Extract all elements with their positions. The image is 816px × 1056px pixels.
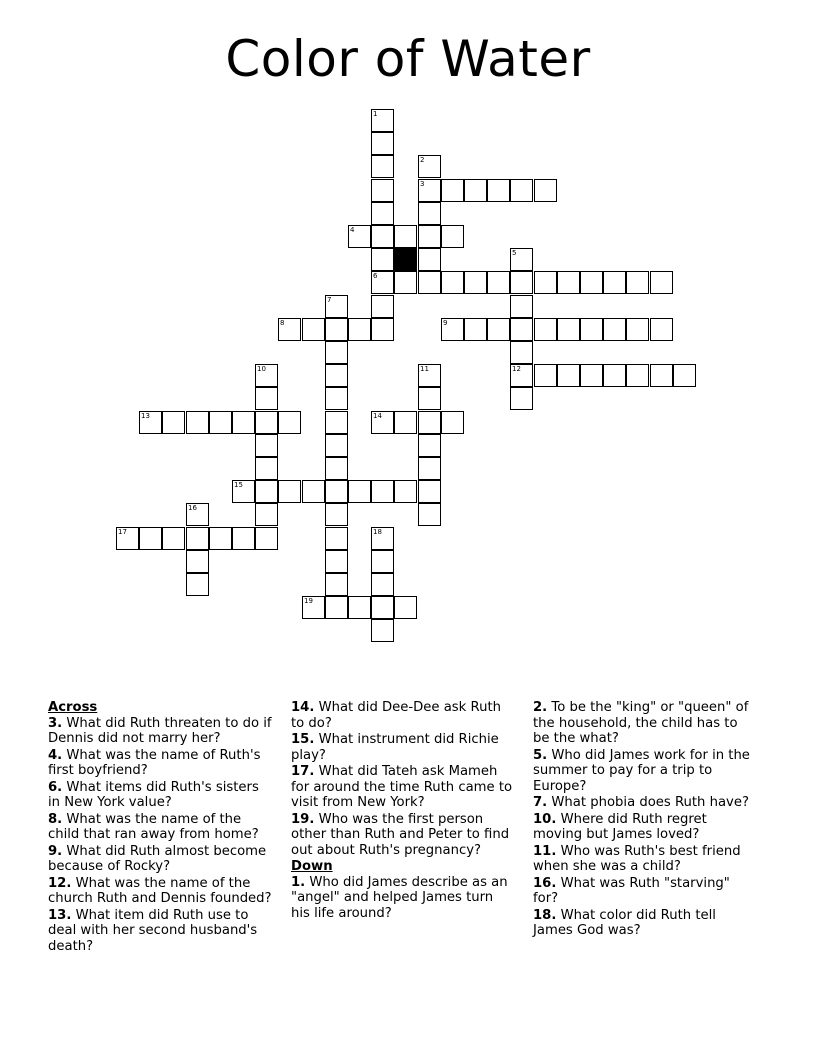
grid-cell[interactable] — [348, 318, 371, 341]
grid-cell[interactable] — [232, 527, 255, 550]
grid-cell[interactable] — [394, 271, 417, 294]
grid-cell[interactable] — [557, 364, 580, 387]
grid-cell[interactable] — [418, 155, 441, 178]
grid-cell[interactable] — [487, 271, 510, 294]
clue-across-13: 13. What item did Ruth use to deal with her second husband's death? — [48, 907, 258, 954]
grid-cell[interactable] — [162, 527, 185, 550]
grid-cell[interactable] — [325, 457, 348, 480]
grid-cell[interactable] — [348, 480, 371, 503]
cell-number: 8 — [280, 319, 285, 327]
grid-cell[interactable] — [348, 596, 371, 619]
grid-cell[interactable] — [510, 295, 533, 318]
cell-number: 9 — [443, 319, 448, 327]
grid-cell[interactable] — [418, 503, 441, 526]
grid-cell[interactable] — [348, 225, 371, 248]
grid-cell[interactable] — [557, 271, 580, 294]
grid-cell[interactable] — [510, 179, 533, 202]
grid-cell[interactable] — [394, 480, 417, 503]
grid-cell[interactable] — [371, 318, 394, 341]
grid-cell[interactable] — [441, 411, 464, 434]
clue-across-15: 15. What instrument did Richie play? — [291, 731, 499, 763]
grid-cell[interactable] — [186, 573, 209, 596]
clue-down-1: 1. Who did James describe as an "angel" and helped James turn his life around? — [291, 874, 508, 921]
grid-cell[interactable] — [510, 364, 533, 387]
grid-cell[interactable] — [325, 596, 348, 619]
grid-cell[interactable] — [650, 364, 673, 387]
grid-cell[interactable] — [534, 179, 557, 202]
grid-black-cell — [394, 248, 417, 271]
grid-cell[interactable] — [325, 364, 348, 387]
grid-cell[interactable] — [325, 411, 348, 434]
grid-cell[interactable] — [510, 248, 533, 271]
grid-cell[interactable] — [603, 271, 626, 294]
clue-across-14: 14. What did Dee-Dee ask Ruth to do? — [291, 700, 501, 731]
grid-cell[interactable] — [371, 573, 394, 596]
grid-cell[interactable] — [650, 318, 673, 341]
grid-cell[interactable] — [418, 364, 441, 387]
clue-across-19: 19. Who was the first person other than Ruth and Peter to find out about Ruth's pregnancy? — [291, 811, 510, 858]
grid-cell[interactable] — [371, 248, 394, 271]
cell-number: 13 — [141, 412, 150, 420]
grid-cell[interactable] — [325, 434, 348, 457]
cell-number: 6 — [373, 272, 378, 280]
grid-cell[interactable] — [673, 364, 696, 387]
grid-cell[interactable] — [418, 248, 441, 271]
grid-cell[interactable] — [255, 411, 278, 434]
grid-cell[interactable] — [418, 434, 441, 457]
grid-cell[interactable] — [325, 318, 348, 341]
grid-cell[interactable] — [371, 295, 394, 318]
grid-cell[interactable] — [278, 318, 301, 341]
clue-across-9: 9. What did Ruth almost become because of Rocky? — [48, 843, 267, 875]
grid-cell[interactable] — [325, 503, 348, 526]
grid-cell[interactable] — [186, 503, 209, 526]
grid-cell[interactable] — [650, 271, 673, 294]
grid-cell[interactable] — [302, 480, 325, 503]
grid-cell[interactable] — [394, 596, 417, 619]
grid-cell[interactable] — [626, 318, 649, 341]
grid-cell[interactable] — [371, 132, 394, 155]
grid-cell[interactable] — [371, 619, 394, 642]
grid-cell[interactable] — [186, 527, 209, 550]
grid-cell[interactable] — [371, 411, 394, 434]
grid-cell[interactable] — [209, 411, 232, 434]
clue-down-11: 11. Who was Ruth's best friend when she was a child? — [533, 843, 741, 875]
grid-cell[interactable] — [464, 179, 487, 202]
grid-cell[interactable] — [371, 480, 394, 503]
grid-cell[interactable] — [116, 527, 139, 550]
grid-cell[interactable] — [325, 573, 348, 596]
cell-number: 19 — [304, 597, 313, 605]
grid-cell[interactable] — [255, 387, 278, 410]
grid-cell[interactable] — [278, 480, 301, 503]
grid-cell[interactable] — [371, 225, 394, 248]
clue-down-5: 5. Who did James work for in the summer to pay for a trip to Europe? — [533, 747, 750, 794]
cell-number: 18 — [373, 528, 382, 536]
grid-cell[interactable] — [325, 480, 348, 503]
cell-number: 10 — [257, 365, 266, 373]
grid-cell[interactable] — [325, 550, 348, 573]
page-title: Color of Water — [225, 30, 591, 88]
grid-cell[interactable] — [603, 318, 626, 341]
grid-cell[interactable] — [255, 434, 278, 457]
grid-cell[interactable] — [255, 480, 278, 503]
grid-cell[interactable] — [302, 318, 325, 341]
clue-down-16: 16. What was Ruth "starving" for? — [533, 875, 730, 907]
grid-cell[interactable] — [255, 457, 278, 480]
grid-cell[interactable] — [510, 318, 533, 341]
grid-cell[interactable] — [186, 550, 209, 573]
clue-down-18: 18. What color did Ruth tell James God was? — [533, 907, 716, 939]
grid-cell[interactable] — [371, 202, 394, 225]
grid-cell[interactable] — [626, 271, 649, 294]
grid-cell[interactable] — [371, 109, 394, 132]
grid-cell[interactable] — [580, 318, 603, 341]
clue-across-3: 3. What did Ruth threaten to do if Dennis did not marry her? — [48, 715, 272, 747]
grid-cell[interactable] — [302, 596, 325, 619]
grid-cell[interactable] — [626, 364, 649, 387]
grid-cell[interactable] — [418, 225, 441, 248]
grid-cell[interactable] — [371, 155, 394, 178]
grid-cell[interactable] — [394, 411, 417, 434]
grid-cell[interactable] — [232, 480, 255, 503]
clue-across-6: 6. What items did Ruth's sisters in New York value? — [48, 779, 259, 811]
grid-cell[interactable] — [418, 202, 441, 225]
clue-across-17: 17. What did Tateh ask Mameh for around the time Ruth came to visit from New York? — [291, 763, 513, 811]
grid-cell[interactable] — [394, 225, 417, 248]
grid-cell[interactable] — [371, 179, 394, 202]
grid-cell[interactable] — [278, 411, 301, 434]
grid-cell[interactable] — [418, 480, 441, 503]
cell-number: 7 — [327, 296, 332, 304]
cell-number: 5 — [512, 249, 517, 257]
grid-cell[interactable] — [557, 318, 580, 341]
cell-number: 14 — [373, 412, 382, 420]
grid-cell[interactable] — [418, 179, 441, 202]
clues-column-3 — [533, 700, 758, 939]
cell-number: 3 — [420, 180, 425, 188]
grid-cell[interactable] — [371, 596, 394, 619]
grid-cell[interactable] — [325, 295, 348, 318]
grid-cell[interactable] — [255, 364, 278, 387]
grid-cell[interactable] — [418, 457, 441, 480]
grid-cell[interactable] — [371, 527, 394, 550]
cell-number: 4 — [350, 226, 355, 234]
grid-cell[interactable] — [162, 411, 185, 434]
grid-cell[interactable] — [534, 271, 557, 294]
grid-cell[interactable] — [534, 364, 557, 387]
cell-number: 11 — [420, 365, 429, 373]
grid-cell[interactable] — [325, 341, 348, 364]
grid-cell[interactable] — [232, 411, 255, 434]
grid-cell[interactable] — [510, 271, 533, 294]
grid-cell[interactable] — [325, 527, 348, 550]
grid-cell[interactable] — [510, 387, 533, 410]
cell-number: 15 — [234, 481, 243, 489]
clues-column-2 — [291, 700, 516, 922]
grid-cell[interactable] — [186, 411, 209, 434]
grid-cell[interactable] — [580, 364, 603, 387]
across-heading: Across — [48, 700, 98, 715]
grid-cell[interactable] — [441, 179, 464, 202]
cell-number: 2 — [420, 156, 425, 164]
grid-cell[interactable] — [534, 318, 557, 341]
grid-cell[interactable] — [510, 341, 533, 364]
cell-number: 17 — [118, 528, 127, 536]
grid-cell[interactable] — [487, 179, 510, 202]
grid-cell[interactable] — [325, 387, 348, 410]
grid-cell[interactable] — [487, 318, 510, 341]
grid-cell[interactable] — [441, 271, 464, 294]
grid-cell[interactable] — [371, 271, 394, 294]
clue-across-8: 8. What was the name of the child that ran away from home? — [48, 811, 259, 843]
grid-cell[interactable] — [255, 527, 278, 550]
clue-down-2: 2. To be the "king" or "queen" of the household, the child has to be the what? — [533, 700, 749, 747]
grid-cell[interactable] — [371, 550, 394, 573]
grid-cell[interactable] — [139, 411, 162, 434]
grid-cell[interactable] — [418, 387, 441, 410]
grid-cell[interactable] — [464, 271, 487, 294]
clue-across-12: 12. What was the name of the church Ruth and Dennis founded? — [48, 875, 272, 907]
grid-cell[interactable] — [580, 271, 603, 294]
grid-cell[interactable] — [255, 503, 278, 526]
cell-number: 16 — [188, 504, 197, 512]
grid-cell[interactable] — [464, 318, 487, 341]
grid-cell[interactable] — [418, 271, 441, 294]
cell-number: 12 — [512, 365, 521, 373]
clue-across-4: 4. What was the name of Ruth's first boyfriend? — [48, 747, 261, 779]
clue-down-10: 10. Where did Ruth regret moving but James loved? — [533, 811, 707, 843]
grid-cell[interactable] — [209, 527, 232, 550]
clues-column-1 — [48, 700, 273, 955]
grid-cell[interactable] — [603, 364, 626, 387]
down-heading: Down — [291, 859, 333, 875]
grid-cell[interactable] — [418, 411, 441, 434]
clue-down-7: 7. What phobia does Ruth have? — [533, 795, 749, 811]
grid-cell[interactable] — [441, 225, 464, 248]
grid-cell[interactable] — [441, 318, 464, 341]
grid-cell[interactable] — [139, 527, 162, 550]
cell-number: 1 — [373, 110, 378, 118]
